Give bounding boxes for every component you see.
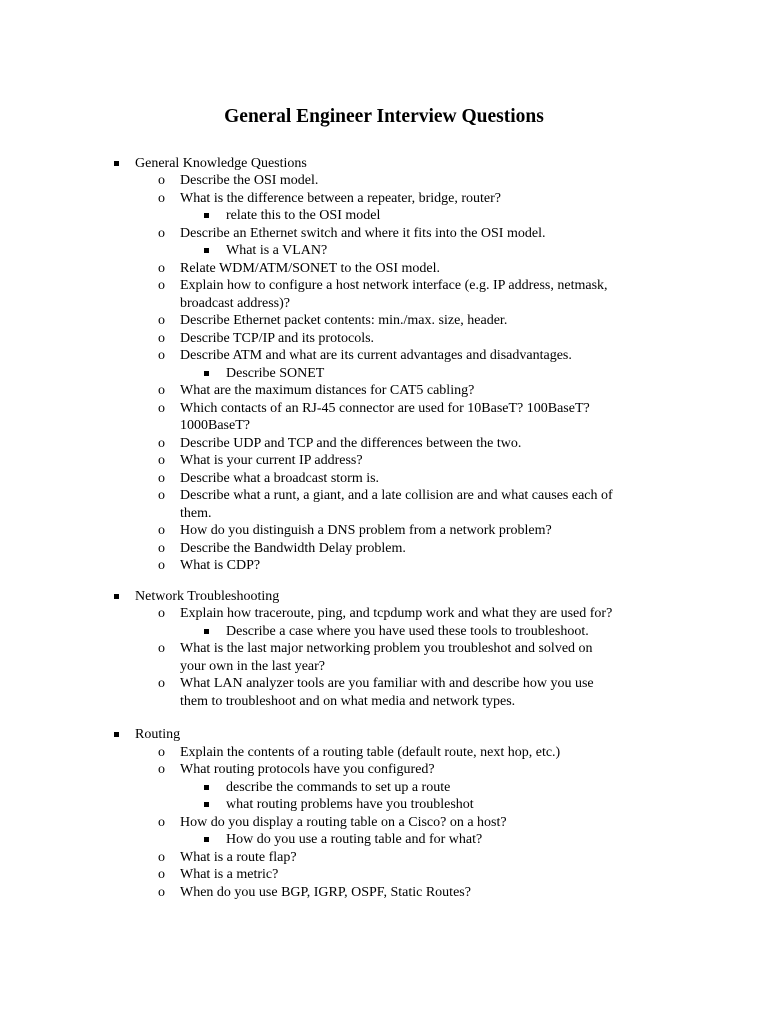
circle-bullet-icon: o bbox=[158, 849, 165, 865]
question-item: Describe the OSI model. bbox=[180, 173, 319, 188]
square-bullet-icon bbox=[114, 588, 119, 606]
question-item: Describe what a broadcast storm is. bbox=[180, 470, 380, 486]
circle-bullet-icon: o bbox=[158, 435, 165, 451]
circle-bullet-icon: o bbox=[158, 523, 165, 538]
circle-bullet-icon: o bbox=[158, 540, 165, 556]
sub-question-item: what routing problems have you troubleshot bbox=[226, 797, 474, 812]
square-bullet-icon bbox=[204, 242, 209, 260]
question-item: Explain the contents of a routing table (default route, next hop, etc.) bbox=[180, 744, 561, 760]
question-item: Describe the Bandwidth Delay problem. bbox=[180, 540, 406, 556]
question-item: Describe TCP/IP and its protocols. bbox=[180, 330, 375, 346]
question-item: How do you distinguish a DNS problem from a network problem? bbox=[180, 523, 552, 538]
circle-bullet-icon: o bbox=[158, 470, 165, 486]
sub-question-item: How do you use a routing table and for what? bbox=[226, 832, 483, 847]
question-item: your own in the last year? bbox=[180, 658, 326, 674]
square-bullet-icon bbox=[204, 796, 209, 814]
question-item: Describe what a runt, a giant, and a late collision are and what causes each of bbox=[180, 488, 613, 503]
circle-bullet-icon: o bbox=[158, 330, 165, 346]
square-bullet-icon bbox=[204, 365, 209, 383]
question-item: them. bbox=[180, 505, 212, 521]
question-item: Relate WDM/ATM/SONET to the OSI model. bbox=[180, 260, 441, 276]
sub-question-item: describe the commands to set up a route bbox=[226, 779, 451, 795]
question-item: What is a metric? bbox=[180, 867, 279, 882]
question-item: What routing protocols have you configured? bbox=[180, 762, 435, 777]
question-item: What is CDP? bbox=[180, 558, 261, 573]
section-heading: Routing bbox=[135, 727, 181, 742]
sub-question-item: What is a VLAN? bbox=[226, 243, 328, 258]
question-item: them to troubleshoot and on what media and network types. bbox=[180, 693, 516, 709]
question-item: broadcast address)? bbox=[180, 295, 291, 311]
question-item: What is the difference between a repeater, bridge, router? bbox=[180, 190, 502, 206]
question-item: Describe UDP and TCP and the differences between the two. bbox=[180, 435, 522, 451]
section-heading: Network Troubleshooting bbox=[135, 588, 280, 604]
square-bullet-icon bbox=[204, 623, 209, 641]
circle-bullet-icon: o bbox=[158, 453, 165, 468]
circle-bullet-icon: o bbox=[158, 641, 165, 656]
page-title: General Engineer Interview Questions bbox=[224, 106, 544, 127]
sub-question-item: Describe SONET bbox=[226, 365, 325, 381]
circle-bullet-icon: o bbox=[158, 313, 165, 328]
circle-bullet-icon: o bbox=[158, 744, 165, 760]
circle-bullet-icon: o bbox=[158, 260, 165, 276]
square-bullet-icon bbox=[114, 726, 119, 744]
question-item: Explain how traceroute, ping, and tcpdump work and what they are used for? bbox=[180, 606, 613, 621]
question-item: What are the maximum distances for CAT5 cabling? bbox=[180, 383, 475, 398]
circle-bullet-icon: o bbox=[158, 225, 165, 241]
question-item: What LAN analyzer tools are you familiar with and describe how you use bbox=[180, 676, 594, 691]
square-bullet-icon bbox=[114, 155, 119, 173]
question-item: When do you use BGP, IGRP, OSPF, Static Routes? bbox=[180, 884, 471, 900]
question-item: Which contacts of an RJ-45 connector are used for 10BaseT? 100BaseT? bbox=[180, 400, 590, 416]
circle-bullet-icon: o bbox=[158, 606, 165, 621]
circle-bullet-icon: o bbox=[158, 762, 165, 777]
question-item: Describe ATM and what are its current advantages and disadvantages. bbox=[180, 348, 572, 363]
square-bullet-icon bbox=[204, 831, 209, 849]
question-item: 1000BaseT? bbox=[180, 418, 250, 433]
question-item: Explain how to configure a host network interface (e.g. IP address, netmask, bbox=[180, 278, 608, 293]
circle-bullet-icon: o bbox=[158, 278, 165, 293]
section-heading: General Knowledge Questions bbox=[135, 155, 307, 171]
circle-bullet-icon: o bbox=[158, 400, 165, 416]
circle-bullet-icon: o bbox=[158, 867, 165, 882]
circle-bullet-icon: o bbox=[158, 488, 165, 503]
sub-question-item: Describe a case where you have used these tools to troubleshoot. bbox=[226, 623, 589, 639]
sub-question-item: relate this to the OSI model bbox=[226, 208, 381, 223]
circle-bullet-icon: o bbox=[158, 676, 165, 691]
question-item: Describe an Ethernet switch and where it fits into the OSI model. bbox=[180, 225, 546, 241]
circle-bullet-icon: o bbox=[158, 814, 165, 830]
question-item: What is your current IP address? bbox=[180, 453, 363, 468]
circle-bullet-icon: o bbox=[158, 884, 165, 900]
circle-bullet-icon: o bbox=[158, 558, 165, 573]
question-item: What is the last major networking problem you troubleshot and solved on bbox=[180, 641, 593, 656]
circle-bullet-icon: o bbox=[158, 190, 165, 206]
circle-bullet-icon: o bbox=[158, 348, 165, 363]
square-bullet-icon bbox=[204, 779, 209, 797]
circle-bullet-icon: o bbox=[158, 383, 165, 398]
question-item: What is a route flap? bbox=[180, 849, 297, 865]
question-item: How do you display a routing table on a Cisco? on a host? bbox=[180, 814, 507, 830]
square-bullet-icon bbox=[204, 207, 209, 225]
question-item: Describe Ethernet packet contents: min./max. size, header. bbox=[180, 313, 508, 328]
circle-bullet-icon: o bbox=[158, 173, 165, 188]
